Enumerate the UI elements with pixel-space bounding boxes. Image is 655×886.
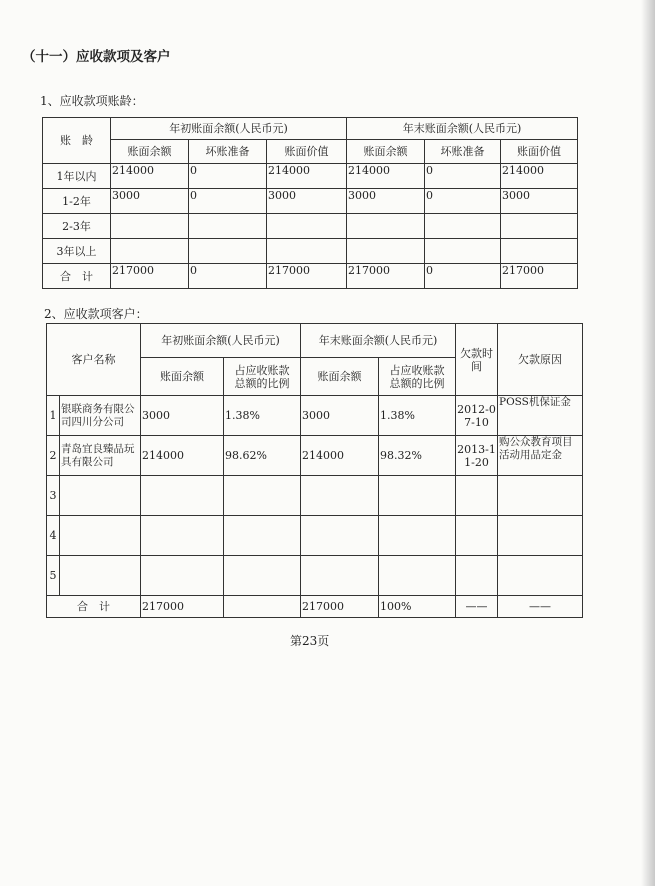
cell — [347, 214, 425, 239]
cell: 217000 — [501, 264, 578, 289]
cell — [224, 556, 301, 596]
debt-date — [456, 476, 498, 516]
cell: 214000 — [267, 164, 347, 189]
cell: 3000 — [301, 396, 379, 436]
customers-heading: 2、应收款项客户： — [44, 307, 148, 321]
table-row — [43, 264, 578, 289]
cell: 214000 — [111, 164, 189, 189]
debt-reason — [498, 476, 583, 516]
cell — [267, 239, 347, 264]
table-row — [47, 476, 583, 516]
row-number: 1 — [47, 396, 60, 436]
cell: 0 — [189, 189, 267, 214]
cell — [224, 476, 301, 516]
cell: 3000 — [347, 189, 425, 214]
total-date: —— — [456, 596, 498, 618]
cell — [189, 214, 267, 239]
row-label: 2-3年 — [43, 214, 111, 239]
cell — [111, 239, 189, 264]
debt-reason: POSS机保证金 — [498, 396, 583, 436]
debt-date — [456, 556, 498, 596]
customer-name — [60, 476, 141, 516]
table-row — [43, 239, 578, 264]
table-row — [47, 436, 583, 476]
customer-name — [60, 556, 141, 596]
cell: 0 — [189, 264, 267, 289]
aging-group-end: 年末账面余额(人民币元) — [347, 118, 578, 140]
cell: 0 — [425, 264, 501, 289]
cell — [379, 476, 456, 516]
cell — [141, 556, 224, 596]
total-row — [47, 596, 583, 618]
row-number: 5 — [47, 556, 60, 596]
aging-heading: 1、应收款项账龄： — [40, 94, 144, 108]
section-title: （十一）应收款项及客户 — [22, 49, 171, 65]
cell — [189, 239, 267, 264]
debt-date — [456, 516, 498, 556]
column-header: 账面余额 — [347, 140, 425, 164]
customers-group-begin: 年初账面余额(人民币元) — [141, 324, 301, 358]
cell: 98.62% — [224, 436, 301, 476]
cell — [501, 214, 578, 239]
cell: 217000 — [141, 596, 224, 618]
customer-name: 银联商务有限公司四川分公司 — [60, 396, 141, 436]
debt-date: 2012-07-10 — [456, 396, 498, 436]
table-row — [43, 214, 578, 239]
row-label: 1-2年 — [43, 189, 111, 214]
column-header: 账面余额 — [301, 358, 379, 396]
cell: 214000 — [347, 164, 425, 189]
cell: 0 — [189, 164, 267, 189]
date-header: 欠款时间 — [456, 324, 498, 396]
table-row — [43, 164, 578, 189]
table-row — [47, 396, 583, 436]
column-header: 账面价值 — [501, 140, 578, 164]
customer-name: 青岛宜良臻品玩具有限公司 — [60, 436, 141, 476]
column-header: 账面价值 — [267, 140, 347, 164]
row-number: 3 — [47, 476, 60, 516]
customers-table — [46, 323, 583, 618]
row-label: 1年以内 — [43, 164, 111, 189]
cell — [379, 516, 456, 556]
cell: 1.38% — [379, 396, 456, 436]
customers-group-end: 年末账面余额(人民币元) — [301, 324, 456, 358]
row-label: 合 计 — [43, 264, 111, 289]
customer-name-header: 客户名称 — [47, 324, 141, 396]
cell: 0 — [425, 189, 501, 214]
cell — [111, 214, 189, 239]
total-reason: —— — [498, 596, 583, 618]
cell — [425, 214, 501, 239]
cell — [425, 239, 501, 264]
customer-name — [60, 516, 141, 556]
cell: 1.38% — [224, 396, 301, 436]
cell: 214000 — [301, 436, 379, 476]
aging-group-begin: 年初账面余额(人民币元) — [111, 118, 347, 140]
column-header: 坏账准备 — [425, 140, 501, 164]
total-label: 合 计 — [47, 596, 141, 618]
column-header: 坏账准备 — [189, 140, 267, 164]
cell: 98.32% — [379, 436, 456, 476]
page-number: 第23页 — [290, 634, 330, 648]
aging-table — [42, 117, 578, 289]
row-label: 3年以上 — [43, 239, 111, 264]
column-header: 账面余额 — [111, 140, 189, 164]
debt-date: 2013-11-20 — [456, 436, 498, 476]
cell: 217000 — [301, 596, 379, 618]
cell: 0 — [425, 164, 501, 189]
cell: 3000 — [501, 189, 578, 214]
reason-header: 欠款原因 — [498, 324, 583, 396]
cell — [224, 516, 301, 556]
column-header: 占应收账款总额的比例 — [379, 358, 456, 396]
cell — [347, 239, 425, 264]
cell: 100% — [379, 596, 456, 618]
cell: 217000 — [111, 264, 189, 289]
row-number: 4 — [47, 516, 60, 556]
column-header: 账面余额 — [141, 358, 224, 396]
aging-row-header: 账 龄 — [43, 118, 111, 164]
debt-reason — [498, 556, 583, 596]
cell: 214000 — [501, 164, 578, 189]
cell: 217000 — [267, 264, 347, 289]
cell — [301, 516, 379, 556]
cell: 214000 — [141, 436, 224, 476]
table-row — [47, 556, 583, 596]
row-number: 2 — [47, 436, 60, 476]
table-row — [43, 189, 578, 214]
cell — [224, 596, 301, 618]
table-row — [47, 516, 583, 556]
column-header: 占应收账款总额的比例 — [224, 358, 301, 396]
cell: 3000 — [267, 189, 347, 214]
cell: 217000 — [347, 264, 425, 289]
debt-reason — [498, 516, 583, 556]
cell — [301, 476, 379, 516]
cell: 3000 — [141, 396, 224, 436]
cell — [301, 556, 379, 596]
cell — [267, 214, 347, 239]
debt-reason: 购公众教育项目活动用品定金 — [498, 436, 583, 476]
cell — [141, 516, 224, 556]
cell — [501, 239, 578, 264]
cell — [379, 556, 456, 596]
cell: 3000 — [111, 189, 189, 214]
cell — [141, 476, 224, 516]
